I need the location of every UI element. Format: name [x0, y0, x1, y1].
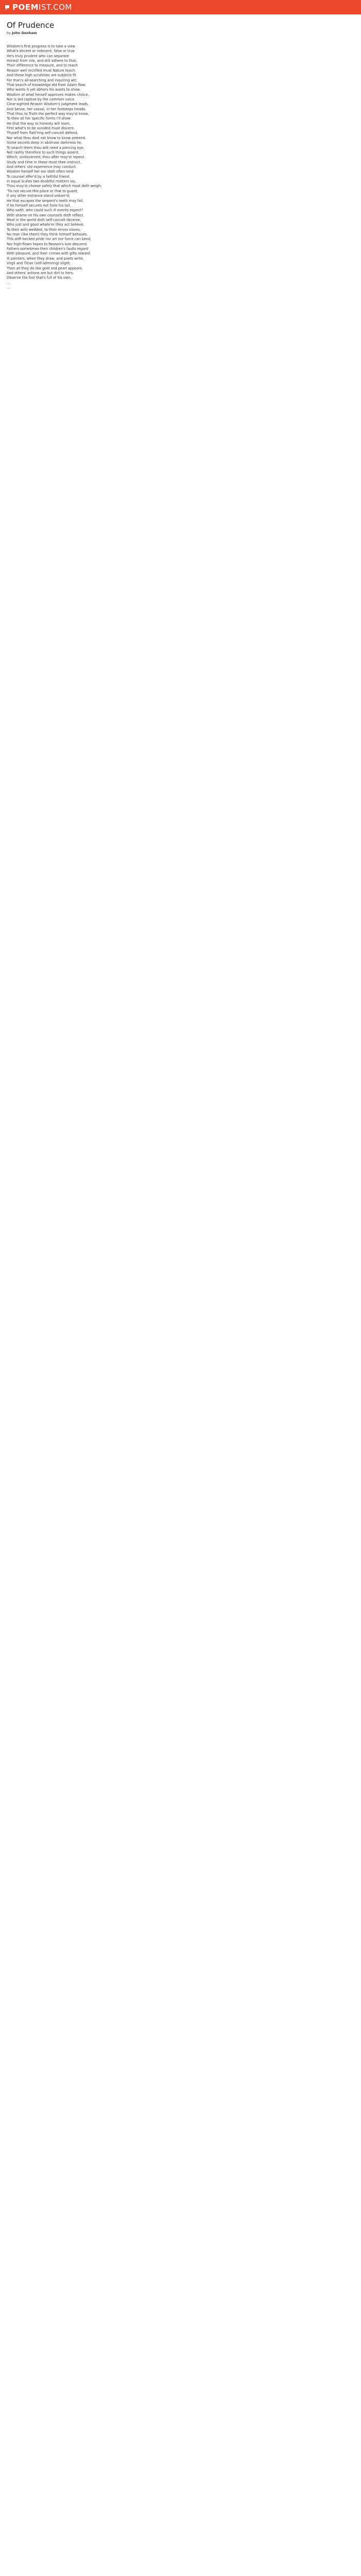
poem-line: What's decent or indecent; false or true.: [7, 49, 76, 54]
poem-line: Their difference to measure, and to reach: [7, 63, 78, 68]
poem-title: Of Prudence: [7, 21, 55, 30]
poem-line: Virgil and Titian (self-admiring) slight;: [7, 261, 71, 266]
poem-line: He's truly prudent who can separate: [7, 54, 69, 58]
poem-line: Who saith, who could such ill events expect?: [7, 208, 83, 213]
logo-text-light: IST.COM: [38, 3, 72, 12]
poem-line: To their wills wedded, to their errors slaves,: [7, 227, 81, 232]
poem-line: Most in the world doth self-conceit deceive,: [7, 217, 81, 222]
poem-line: This stiff-necked pride nor art nor force can bend,: [7, 237, 92, 242]
poem-line: Wisdom of what herself approves makes choice,: [7, 92, 89, 97]
poem-author[interactable]: John Denham: [12, 31, 37, 35]
poem-line: Some secrets deep in abstruse darkness lie;: [7, 141, 82, 145]
poem-line: Observe the fool that's full of his own,: [7, 276, 72, 280]
poem-line: Who wants it yet abhors his wants to show.: [7, 88, 80, 92]
poem-line: Nor what thou dost not know to know pretend.: [7, 135, 87, 140]
poem-line: Nor high-flown hopes to Reason's lure descend.: [7, 242, 88, 246]
poem-line: Ill painters, when they draw, and poets write,: [7, 256, 84, 261]
poem-line: Wisdom's first progress is to take a view: [7, 44, 75, 48]
poem-line: Which, undiscerned, thou after may'st repent.: [7, 155, 86, 160]
poem-line: And these high scrutinies are subjects fit: [7, 73, 76, 78]
poem-line: Thou may'st choose safely that which most doth weigh;: [7, 184, 102, 189]
poem-line: To thee all her specific forms I'll show:: [7, 116, 72, 121]
poem-line: He that escapes the serpent's teeth may fail,: [7, 198, 84, 203]
site-logo[interactable]: [4, 3, 72, 11]
poem-byline: [7, 31, 352, 36]
poem-line: Thyself from flatt'ring self-conceit defend,: [7, 131, 78, 135]
poemist-logo-icon: [4, 4, 10, 10]
poem-line: And others' old experience may conduct.: [7, 164, 77, 169]
poem-line: If he himself secures not from his tail.: [7, 203, 71, 208]
poem-line: He that the way to honesty will learn,: [7, 121, 71, 126]
poem-line: Then all they do like gold and pearl appears,: [7, 266, 83, 270]
poem-line: To counsel offer'd by a faithful friend.: [7, 174, 71, 179]
site-header: [0, 0, 361, 14]
poem-line: With pleasure, and their crimes with gifts reward.: [7, 251, 91, 256]
poem-line: With shame on his own counsels doth reflect.: [7, 213, 84, 217]
poem-line: Honest from vile, and still adhere to that;: [7, 59, 77, 63]
logo-text: [12, 3, 72, 11]
poem-container: [7, 21, 352, 290]
poem-line: And Sense, her vassal, in her footsteps treads.: [7, 107, 86, 111]
poem-line: No man (like them) they think himself behaves.: [7, 232, 88, 237]
poem-line: That thou to Truth the perfect way may'st know,: [7, 112, 89, 116]
poem-line: That search of knowledge did from Adam flow;: [7, 82, 86, 87]
poem-line: Nor is led captive by the common voice.: [7, 97, 76, 101]
poem-line: Fathers sometimes their children's faults regard: [7, 247, 89, 251]
poem-line: Clear-sighted Reason Wisdom's judgment leads,: [7, 102, 89, 107]
poem-line: If any other entrance stand unbarr'd;: [7, 194, 70, 198]
poem-line: Who just and good whate'er they act believe;: [7, 223, 85, 227]
poem-line: 'Tis not secure this place or that to guard,: [7, 189, 78, 193]
logo-text-bold: POEM: [12, 3, 39, 12]
poem-line: First what's to be avoided must discern.: [7, 126, 75, 131]
poem-line: In equal scales two doubtful matters lay,: [7, 179, 76, 184]
poem-line: Not rashly therefore to such things assent,: [7, 150, 79, 155]
poem-line: For man's all-searching and inquiring wit;: [7, 78, 77, 82]
poem-line: To search them thou wilt need a piercing eye.: [7, 145, 85, 150]
poem-line: Wisdom herself her ear doth often lend: [7, 170, 74, 174]
poem-line: Reason well rectified must Nature teach.: [7, 68, 76, 73]
poem-line: And others' actions are but dirt to hers.: [7, 270, 74, 275]
poem-line: ...: [7, 280, 10, 285]
poem-line: Study and time in these must thee instruct,: [7, 160, 81, 164]
poem-body: [7, 44, 352, 290]
byline-prefix: by: [7, 31, 11, 35]
poem-line: ...: [7, 285, 10, 290]
